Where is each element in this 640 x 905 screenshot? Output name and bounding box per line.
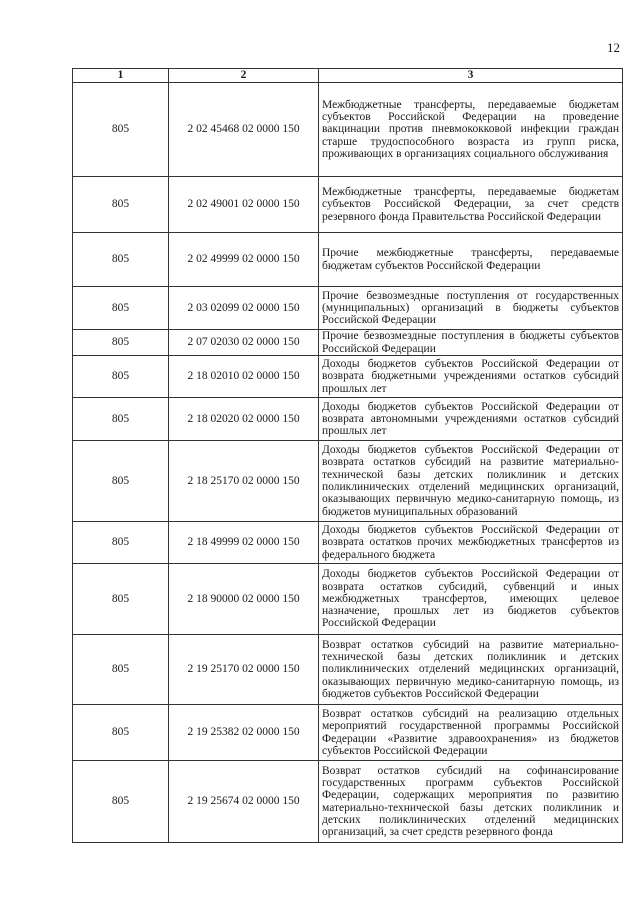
description-cell: Прочие безвозмездные поступления от государственных (муниципальных) организаций в бюджеты субъектов Российской Федерации <box>319 287 623 330</box>
revenue-code-cell: 2 18 90000 02 0000 150 <box>169 564 319 635</box>
table-row <box>73 522 623 564</box>
revenue-code-cell: 2 18 02020 02 0000 150 <box>169 398 319 441</box>
revenue-code-cell: 2 18 25170 02 0000 150 <box>169 441 319 522</box>
table-row <box>73 761 623 843</box>
admin-code-cell: 805 <box>73 761 169 843</box>
column-header-1: 1 <box>73 69 169 83</box>
admin-code-cell: 805 <box>73 287 169 330</box>
description-cell: Межбюджетные трансферты, передаваемые бюджетам субъектов Российской Федерации на проведение вакцинации против пневмококковой инфекции граждан старше трудоспособного возраста из групп риска, проживающих в организациях социального обслуживания <box>319 83 623 177</box>
table-row <box>73 83 623 177</box>
description-cell: Доходы бюджетов субъектов Российской Федерации от возврата бюджетными учреждениями остатков субсидий прошлых лет <box>319 356 623 398</box>
revenue-code-cell: 2 02 49001 02 0000 150 <box>169 177 319 233</box>
revenue-code-cell: 2 19 25674 02 0000 150 <box>169 761 319 843</box>
budget-codes-table <box>72 68 623 843</box>
revenue-code-cell: 2 18 02010 02 0000 150 <box>169 356 319 398</box>
description-cell: Межбюджетные трансферты, передаваемые бюджетам субъектов Российской Федерации, за счет средств резервного фонда Правительства Российской Федерации <box>319 177 623 233</box>
revenue-code-cell: 2 07 02030 02 0000 150 <box>169 330 319 356</box>
description-cell: Возврат остатков субсидий на реализацию отдельных мероприятий государственной программы Российской Федерации «Развитие здравоохранения» из бюджетов субъектов Российской Федерации <box>319 705 623 761</box>
description-cell: Доходы бюджетов субъектов Российской Федерации от возврата остатков субсидий на развитие материально-технической базы детских поликлиник и детских поликлинических отделений медицинских организаций, оказывающих первичную медико-санитарную помощь, из бюджетов муниципальных образований <box>319 441 623 522</box>
page-number: 12 <box>607 40 620 55</box>
admin-code-cell: 805 <box>73 635 169 705</box>
admin-code-cell: 805 <box>73 356 169 398</box>
description-cell: Возврат остатков субсидий на развитие материально-технической базы детских поликлиник и детских поликлинических отделений медицинских организаций, оказывающих первичную медико-санитарную помощь, из бюджетов субъектов Российской Федерации <box>319 635 623 705</box>
admin-code-cell: 805 <box>73 330 169 356</box>
table-row <box>73 233 623 287</box>
table-row <box>73 564 623 635</box>
column-header-3: 3 <box>319 69 623 83</box>
revenue-code-cell: 2 02 49999 02 0000 150 <box>169 233 319 287</box>
description-cell: Прочие безвозмездные поступления в бюджеты субъектов Российской Федерации <box>319 330 623 356</box>
revenue-code-cell: 2 03 02099 02 0000 150 <box>169 287 319 330</box>
admin-code-cell: 805 <box>73 522 169 564</box>
revenue-code-cell: 2 02 45468 02 0000 150 <box>169 83 319 177</box>
admin-code-cell: 805 <box>73 441 169 522</box>
description-cell: Прочие межбюджетные трансферты, передаваемые бюджетам субъектов Российской Федерации <box>319 233 623 287</box>
table-row <box>73 441 623 522</box>
admin-code-cell: 805 <box>73 398 169 441</box>
table-row <box>73 705 623 761</box>
admin-code-cell: 805 <box>73 177 169 233</box>
table-row <box>73 177 623 233</box>
revenue-code-cell: 2 19 25382 02 0000 150 <box>169 705 319 761</box>
admin-code-cell: 805 <box>73 83 169 177</box>
description-cell: Доходы бюджетов субъектов Российской Федерации от возврата остатков прочих межбюджетных трансфертов из федерального бюджета <box>319 522 623 564</box>
description-cell: Доходы бюджетов субъектов Российской Федерации от возврата автономными учреждениями остатков субсидий прошлых лет <box>319 398 623 441</box>
description-cell: Возврат остатков субсидий на софинансирование государственных программ субъектов Российской Федерации, содержащих мероприятия по развитию материально-технической базы детских поликлиник и детских поликлинических отделений медицинских организаций, за счет средств резервного фонда <box>319 761 623 843</box>
admin-code-cell: 805 <box>73 705 169 761</box>
admin-code-cell: 805 <box>73 564 169 635</box>
table-row <box>73 356 623 398</box>
revenue-code-cell: 2 18 49999 02 0000 150 <box>169 522 319 564</box>
table-row <box>73 287 623 330</box>
admin-code-cell: 805 <box>73 233 169 287</box>
column-header-2: 2 <box>169 69 319 83</box>
revenue-code-cell: 2 19 25170 02 0000 150 <box>169 635 319 705</box>
table-row <box>73 635 623 705</box>
table-header-row <box>73 69 623 83</box>
table-row <box>73 330 623 356</box>
description-cell: Доходы бюджетов субъектов Российской Федерации от возврата остатков субсидий, субвенций и иных межбюджетных трансфертов, имеющих целевое назначение, прошлых лет из бюджетов субъектов Российской Федерации <box>319 564 623 635</box>
table-row <box>73 398 623 441</box>
